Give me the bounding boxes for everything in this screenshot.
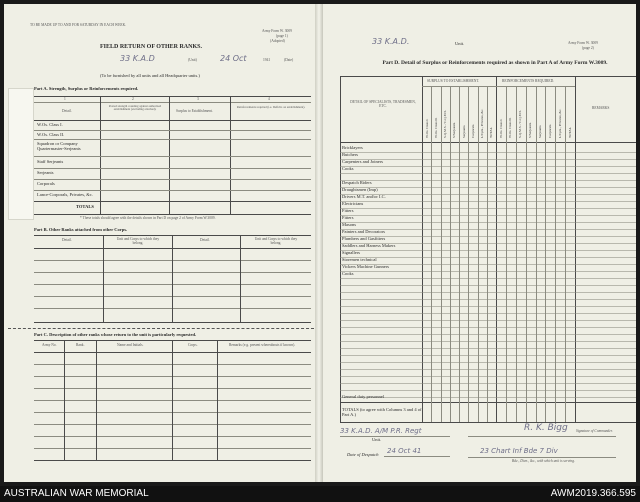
reinf-col-0: W.Os. Class I. bbox=[498, 118, 503, 138]
part-a-note: * These totals should agree with the details shown in Part D on page 2 of Army Form W.3009. bbox=[80, 216, 216, 220]
despatch-handwritten: 24 Oct 41 bbox=[387, 447, 422, 455]
part-a-col-detail: Detail. bbox=[62, 109, 72, 113]
year-label: 1941 bbox=[263, 58, 271, 62]
reinf-col-2: S.Q.M.S. / C.Q.M.S. bbox=[518, 109, 523, 138]
part-b-col-detail-2: Detail. bbox=[200, 238, 210, 242]
row-privates: Lance-Corporals, Privates, &c. bbox=[37, 192, 93, 197]
row-rule bbox=[340, 208, 636, 209]
part-c-col-rank: Rank. bbox=[76, 343, 85, 347]
row-rule bbox=[340, 292, 636, 293]
commander-signature: R. K. Bigg bbox=[524, 423, 568, 433]
part-a-col-reinf: Reinforcements required (i.e. Deficits on establishment). bbox=[236, 105, 306, 109]
reinf-col-1: W.Os. Class II. bbox=[508, 117, 513, 138]
row-rule bbox=[340, 362, 636, 363]
archive-footer bbox=[0, 486, 640, 502]
group-reinf-header: REINFORCEMENTS REQUIRED. bbox=[502, 79, 555, 83]
row-staff-sjts: Staff Serjeants bbox=[37, 159, 64, 164]
unit-label: (Unit) bbox=[188, 58, 197, 62]
reinf-col-6: L/Cpls., Privates, &c. bbox=[557, 108, 562, 138]
subcol-rule bbox=[516, 86, 517, 422]
commander-line bbox=[468, 436, 616, 437]
part-c-col-name: Name and Initials. bbox=[117, 343, 144, 347]
row-rule bbox=[340, 201, 636, 202]
perforation bbox=[8, 328, 314, 329]
part-a-col-num-1: 1 bbox=[64, 97, 66, 101]
row-rule bbox=[340, 313, 636, 314]
despatch-label: Date of Despatch bbox=[347, 452, 379, 457]
row-rule bbox=[340, 250, 636, 251]
row-rule bbox=[340, 159, 636, 160]
part-b-col-detail-1: Detail. bbox=[62, 238, 72, 242]
brigade-handwritten: 23 Chart Inf Bde 7 Div bbox=[480, 447, 558, 455]
date-handwritten: 24 Oct bbox=[220, 54, 247, 63]
row-fitters: Fitters bbox=[342, 208, 354, 213]
subcol-rule bbox=[468, 86, 469, 422]
footer-institution: AUSTRALIAN WAR MEMORIAL bbox=[4, 488, 149, 499]
subcol-rule bbox=[536, 86, 537, 422]
row-rule bbox=[340, 348, 636, 349]
part-b-heading: Part B. Other Ranks attached from other Corps. bbox=[34, 227, 128, 232]
part-a-col-surplus: Surplus to Establishment. bbox=[176, 109, 213, 113]
row-drivers: Drivers M.T. and/or I.C. bbox=[342, 194, 386, 199]
sig-unit-label: Unit. bbox=[372, 437, 382, 442]
row-rule bbox=[340, 271, 636, 272]
row-rule bbox=[340, 299, 636, 300]
row-plumbers: Plumbers and Gasfitters bbox=[342, 236, 386, 241]
surplus-col-3: S/Serjeants. bbox=[452, 121, 457, 138]
date-label: (Date) bbox=[284, 58, 294, 62]
right-unit-handwritten: 33 K.A.D. bbox=[372, 37, 410, 46]
form-ref-right: Army Form W. 3009 bbox=[568, 41, 598, 45]
form-sheet bbox=[4, 4, 636, 482]
col-detail-header: DETAIL OF SPECIALISTS, TRADESMEN, ETC. bbox=[350, 100, 416, 108]
row-rule bbox=[340, 334, 636, 335]
row-cooks-2: Cooks bbox=[342, 271, 354, 276]
part-a-col-num-4: 4 bbox=[268, 97, 270, 101]
subcol-rule bbox=[478, 86, 479, 422]
adopted-label: (Adopted) bbox=[270, 39, 285, 43]
row-cqms: Squadron or Company Quartermaster-Serjeants bbox=[37, 141, 81, 151]
reinf-col-7: TOTAL bbox=[567, 127, 572, 138]
part-b-col-unit-2: Unit and Corps to which they belong. bbox=[254, 237, 298, 245]
reinf-col-5: Corporals. bbox=[547, 123, 552, 138]
row-rule bbox=[340, 187, 636, 188]
row-rule bbox=[340, 390, 636, 391]
row-fitters-2: Fitters bbox=[342, 215, 354, 220]
row-butchers: Butchers bbox=[342, 152, 358, 157]
reinf-col-3: S/Serjeants. bbox=[528, 121, 533, 138]
page-ref-right: (page 2) bbox=[582, 46, 594, 50]
top-note: TO BE MADE UP TO AND FOR SATURDAY IN EACH WEEK. bbox=[30, 23, 127, 27]
row-cpls: Corporals bbox=[37, 181, 55, 186]
part-c-col-army-no: Army No. bbox=[42, 343, 57, 347]
sig-unit-line bbox=[340, 436, 450, 437]
row-rule bbox=[340, 327, 636, 328]
row-rule bbox=[340, 173, 636, 174]
part-a-col-num-3: 3 bbox=[197, 97, 199, 101]
row-totals-right: TOTALS (to agree with Columns 3 and 4 of Part A.) bbox=[342, 407, 422, 417]
part-c-col-corps: Corps. bbox=[188, 343, 198, 347]
part-a-col-posted: Posted strength counting against authorized establishment (excluding attached). bbox=[108, 104, 162, 112]
subcol-rule bbox=[450, 86, 451, 422]
row-rule bbox=[340, 369, 636, 370]
row-rule bbox=[340, 222, 636, 223]
surplus-col-1: W.Os. Class II. bbox=[433, 117, 438, 138]
row-storemen: Storemen technical bbox=[342, 257, 377, 262]
row-painters: Painters and Decorators bbox=[342, 229, 385, 234]
row-rule bbox=[340, 278, 636, 279]
despatch-line bbox=[384, 456, 450, 457]
subtitle: (To be furnished by all units and all Headquarter units.) bbox=[100, 73, 200, 78]
subcol-rule bbox=[506, 86, 507, 422]
row-draughtsmen: Draughtsmen (Imp) bbox=[342, 187, 378, 192]
row-cooks: Cooks bbox=[342, 166, 354, 171]
row-sjts: Serjeants bbox=[37, 170, 54, 175]
page-ref-left: (page 1) bbox=[276, 34, 288, 38]
form-ref-left: Army Form W. 3009 bbox=[262, 29, 292, 33]
row-vickers: Vickers Machine Gunners bbox=[342, 264, 389, 269]
page-title: FIELD RETURN OF OTHER RANKS. bbox=[100, 44, 202, 50]
row-rule bbox=[340, 320, 636, 321]
part-a-col-num-2: 2 bbox=[132, 97, 134, 101]
row-rule bbox=[340, 257, 636, 258]
row-signallers: Signallers bbox=[342, 250, 360, 255]
row-rule bbox=[340, 152, 636, 153]
surplus-col-5: Corporals. bbox=[470, 123, 475, 138]
sig-unit-handwritten: 33 K.A.D. A/M P.R. Regt bbox=[340, 427, 422, 435]
subcol-rule bbox=[459, 86, 460, 422]
right-unit-label: Unit. bbox=[455, 41, 465, 46]
row-rule bbox=[340, 166, 636, 167]
row-totals: TOTALS bbox=[76, 204, 94, 209]
row-wo1: W.Os. Class I. bbox=[37, 122, 63, 127]
row-rule bbox=[340, 355, 636, 356]
surplus-col-0: W.Os. Class I. bbox=[424, 118, 429, 138]
row-rule bbox=[340, 341, 636, 342]
subcol-rule bbox=[431, 86, 432, 422]
subcol-rule bbox=[565, 86, 566, 422]
row-masons: Masons bbox=[342, 222, 357, 227]
reinf-col-4: Serjeants. bbox=[538, 124, 542, 138]
paper-patch bbox=[8, 88, 34, 220]
subcol-rule bbox=[526, 86, 527, 422]
commander-label: Signature of Commander. bbox=[576, 429, 613, 433]
row-rule bbox=[340, 376, 636, 377]
subcol-rule bbox=[555, 86, 556, 422]
row-rule bbox=[340, 285, 636, 286]
part-c-col-remarks: Remarks (e.g. present whereabouts if known). bbox=[229, 343, 296, 347]
row-general-duty: General duty personnel bbox=[342, 394, 384, 399]
row-rule bbox=[340, 306, 636, 307]
part-a-heading: Part A. Strength, Surplus or Reinforcements required. bbox=[34, 86, 139, 91]
row-carpenters: Carpenters and Joiners bbox=[342, 159, 383, 164]
brigade-label: Bde., Divn., &c., with which unit is serving. bbox=[512, 459, 575, 463]
row-electricians: Electricians bbox=[342, 201, 364, 206]
brigade-line bbox=[468, 457, 616, 458]
surplus-col-6: L/Cpls., Privates, &c. bbox=[480, 108, 484, 138]
subcol-rule bbox=[545, 86, 546, 422]
subcol-rule bbox=[487, 86, 488, 422]
row-bricklayers: Bricklayers bbox=[342, 145, 363, 150]
row-wo2: W.Os. Class II. bbox=[37, 132, 65, 137]
row-saddlers: Saddlers and Harness Makers bbox=[342, 243, 396, 248]
surplus-col-4: Serjeants. bbox=[461, 124, 466, 138]
row-rule bbox=[340, 215, 636, 216]
surplus-col-7: TOTAL bbox=[489, 127, 494, 138]
remarks-header: REMARKS bbox=[592, 106, 610, 110]
part-b-col-unit-1: Unit and Corps to which they belong. bbox=[116, 237, 160, 245]
group-surplus-header: SURPLUS TO ESTABLISHMENT. bbox=[427, 79, 480, 83]
row-despatch-riders: Despatch Riders bbox=[342, 180, 372, 185]
row-rule bbox=[340, 383, 636, 384]
row-rule bbox=[340, 180, 636, 181]
surplus-col-2: S.Q.M.S. / C.Q.M.S. bbox=[443, 109, 447, 138]
footer-accession: AWM2019.366.595 bbox=[550, 488, 636, 499]
subcol-rule bbox=[441, 86, 442, 422]
unit-handwritten: 33 K.A.D bbox=[120, 54, 155, 63]
part-d-title: Part D. Detail of Surplus or Reinforcements required as shown in Part A of Army Form W.3009. bbox=[382, 60, 608, 66]
part-c-heading: Part C. Description of other ranks whose return to the unit is particularly requested. bbox=[34, 332, 197, 337]
